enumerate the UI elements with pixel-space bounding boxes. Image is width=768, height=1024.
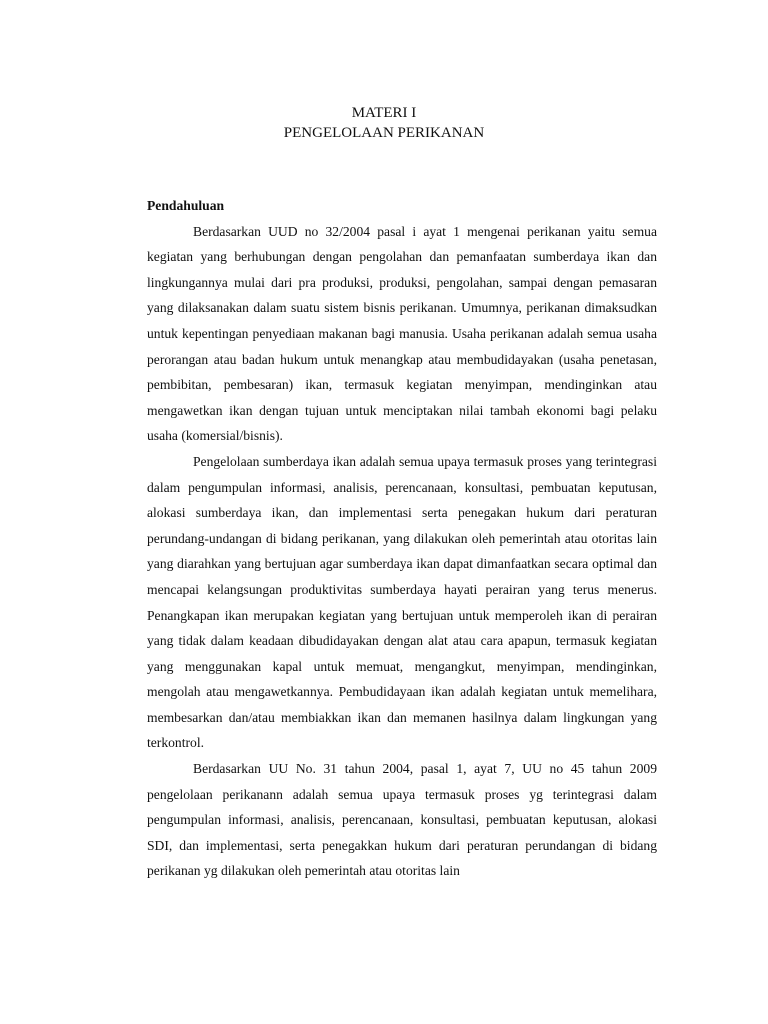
title-block — [0, 103, 768, 143]
document-body — [147, 193, 657, 884]
paragraph-3: Berdasarkan UU No. 31 tahun 2004, pasal 1, ayat 7, UU no 45 tahun 2009 pengelolaan perikanann adalah semua upaya termasuk proses yg terintegrasi dalam pengumpulan informasi, analisis, perencanaan, konsultasi, pembuatan keputusan, alokasi SDI, dan implementasi, serta penegakkan hukum dari peraturan perundangan di bidang perikanan yg dilakukan oleh pemerintah atau otoritas lain — [147, 761, 657, 879]
document-title: MATERI I — [351, 105, 417, 121]
paragraph-2: Pengelolaan sumberdaya ikan adalah semua upaya termasuk proses yang terintegrasi dalam pengumpulan informasi, analisis, perencanaan, konsultasi, pembuatan keputusan, alokasi sumberdaya ikan, dan implementasi serta penegakan hukum dari peraturan perundang-undangan di bidang perikanan, yang dilakukan oleh pemerintah atau otoritas lain yang diarahkan yang bertujuan agar sumberdaya ikan dapat dimanfaatkan secara optimal dan mencapai kelangsungan produktivitas sumberdaya hayati perairan yang terus menerus. Penangkapan ikan merupakan kegiatan yang bertujuan untuk memperoleh ikan di perairan yang tidak dalam keadaan dibudidayakan dengan alat atau cara apapun, termasuk kegiatan yang menggunakan kapal untuk memuat, mengangkut, menyimpan, mendinginkan, mengolah atau mengawetkannya. Pembudidayaan ikan adalah kegiatan untuk memelihara, membesarkan dan/atau membiakkan ikan dan memanen hasilnya dalam lingkungan yang terkontrol. — [147, 453, 657, 751]
section-heading: Pendahuluan — [147, 198, 225, 213]
paragraph-1: Berdasarkan UUD no 32/2004 pasal i ayat 1 mengenai perikanan yaitu semua kegiatan yang berhubungan dengan pengolahan dan pemanfaatan sumberdaya ikan dan lingkungannya mulai dari pra produksi, produksi, pengolahan, sampai dengan pemasaran yang dilaksanakan dalam suatu sistem bisnis perikanan. Umumnya, perikanan dimaksudkan untuk kepentingan penyediaan makanan bagi manusia. Usaha perikanan adalah semua usaha perorangan atau badan hukum untuk menangkap atau membudidayakan (usaha penetasan, pembibitan, pembesaran) ikan, termasuk kegiatan menyimpan, mendinginkan atau mengawetkan ikan dengan tujuan untuk menciptakan nilai tambah ekonomi bagi pelaku usaha (komersial/bisnis). — [147, 223, 657, 444]
document-subtitle: PENGELOLAAN PERIKANAN — [283, 125, 485, 141]
